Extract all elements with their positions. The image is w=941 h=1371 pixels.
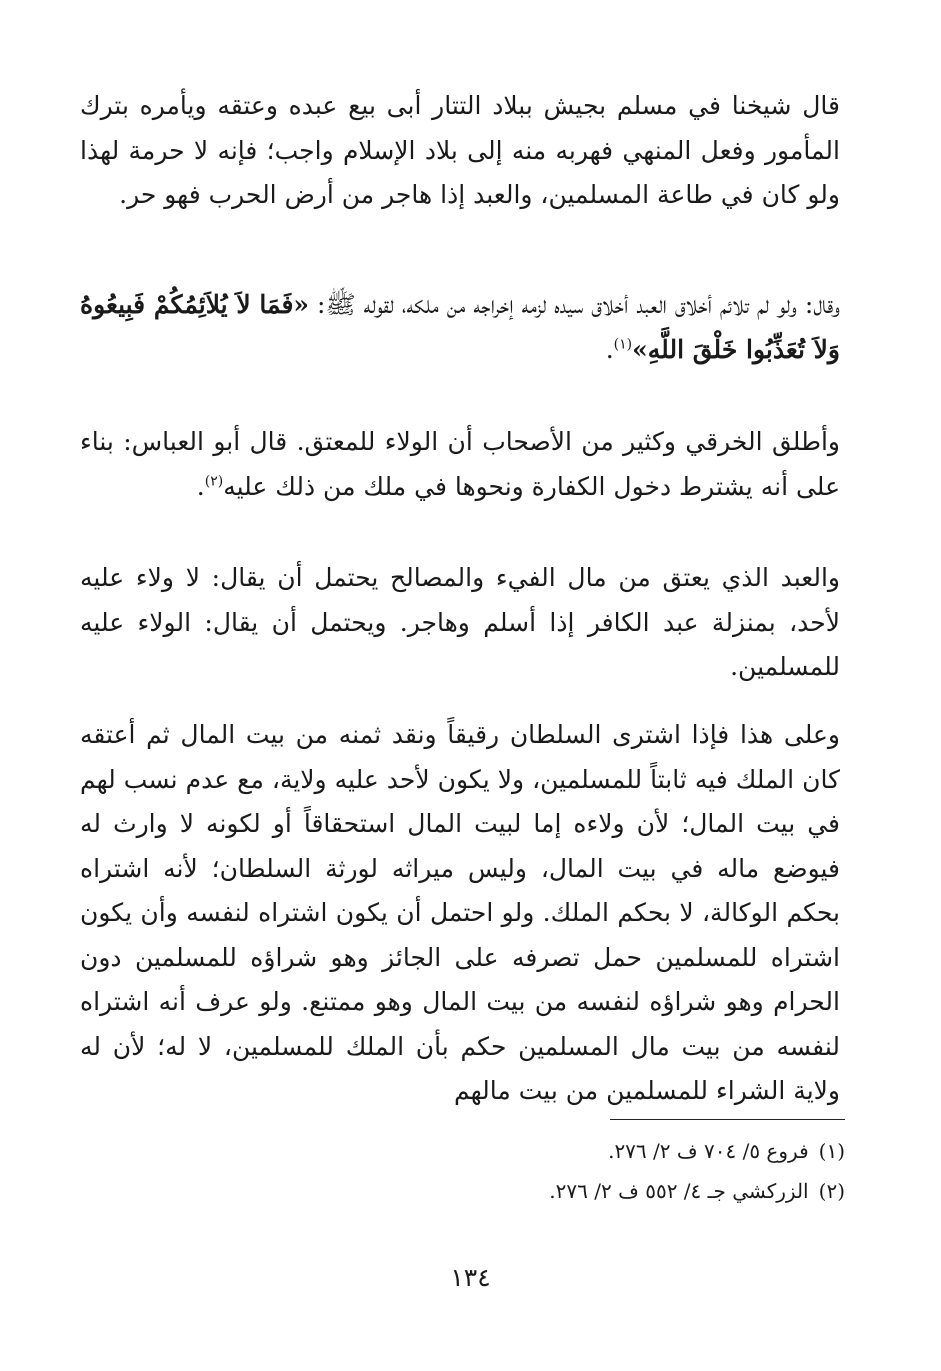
paragraph-3-end: . xyxy=(196,471,205,501)
paragraph-1: قال شيخنا في مسلم بجيش ببلاد التتار أبى بيع عبده وعتقه ويأمره بترك المأمور وفعل المنهي فهربه منه إلى بلاد الإسلام واجب؛ فإنه لا حرمة لهذا ولو كان في طاعة المسلمين، والعبد إذا هاجر من أرض الحرب فهو حر. xyxy=(80,91,840,209)
footnote-text: فروع ٥/ ٧٠٤ ف ٢/ ٢٧٦. xyxy=(608,1139,809,1163)
paragraph-3-text: وأطلق الخرقي وكثير من الأصحاب أن الولاء للمعتق. قال أبو العباس: بناء على أنه يشترط دخول الكفارة ونحوها في ملك من ذلك عليه xyxy=(80,427,840,501)
footnote-separator xyxy=(610,1119,845,1120)
footnote-number: (٢) xyxy=(818,1179,845,1203)
paragraph-4: والعبد الذي يعتق من مال الفيء والمصالح يحتمل أن يقال: لا ولاء عليه لأحد، بمنزلة عبد الكافر إذا أسلم وهاجر. ويحتمل أن يقال: الولاء عليه للمسلمين. xyxy=(80,563,840,681)
paragraph-3 xyxy=(80,420,840,509)
paragraph-2-text: وقال: ولو لم تلائم أخلاق العبد أخلاق سيده لزمه إخراجه من ملكه، لقوله ﷺ: xyxy=(309,290,840,319)
footnote-ref-1[interactable]: (١) xyxy=(613,336,633,353)
footnotes-list xyxy=(400,1131,845,1211)
footnote-number: (١) xyxy=(818,1139,845,1163)
hadith-quote: «فَمَا لاَ يُلاَئِمُكُمْ فَبِيعُوهُ وَلاَ تُعَذِّبُوا خَلْقَ اللَّهِ» xyxy=(80,290,840,364)
paragraph-5: وعلى هذا فإذا اشترى السلطان رقيقاً ونقد ثمنه من بيت المال ثم أعتقه كان الملك فيه ثابتاً للمسلمين، ولا يكون لأحد عليه ولاية، مع عدم نسب لهم في بيت المال؛ لأن ولاءه إما لبيت المال استحقاقاً أو لكونه لا وارث له فيوضع ماله في بيت المال، وليس ميراثه لورثة السلطان؛ لأنه اشتراه بحكم الوكالة، لا بحكم الملك. ولو احتمل أن يكون اشتراه لنفسه وأن يكون اشتراه للمسلمين حمل تصرفه على الجائز وهو شراؤه للمسلمين دون الحرام وهو شراؤه لنفسه من بيت المال وهو ممتنع. ولو عرف أنه اشتراه لنفسه من بيت مال المسلمين حكم بأن الملك للمسلمين، لا له؛ لأن له ولاية الشراء للمسلمين من بيت مالهم xyxy=(80,720,840,1105)
footnote-item xyxy=(400,1131,845,1171)
footnote-item xyxy=(400,1171,845,1211)
footnote-ref-2[interactable]: (٢) xyxy=(204,473,224,490)
footnote-text: الزركشي جـ ٤/ ٥٥٢ ف ٢/ ٢٧٦. xyxy=(549,1179,809,1203)
paragraph-2 xyxy=(80,283,840,372)
paragraph-2-end: . xyxy=(605,334,614,364)
page-number: ١٣٤ xyxy=(450,1263,491,1292)
